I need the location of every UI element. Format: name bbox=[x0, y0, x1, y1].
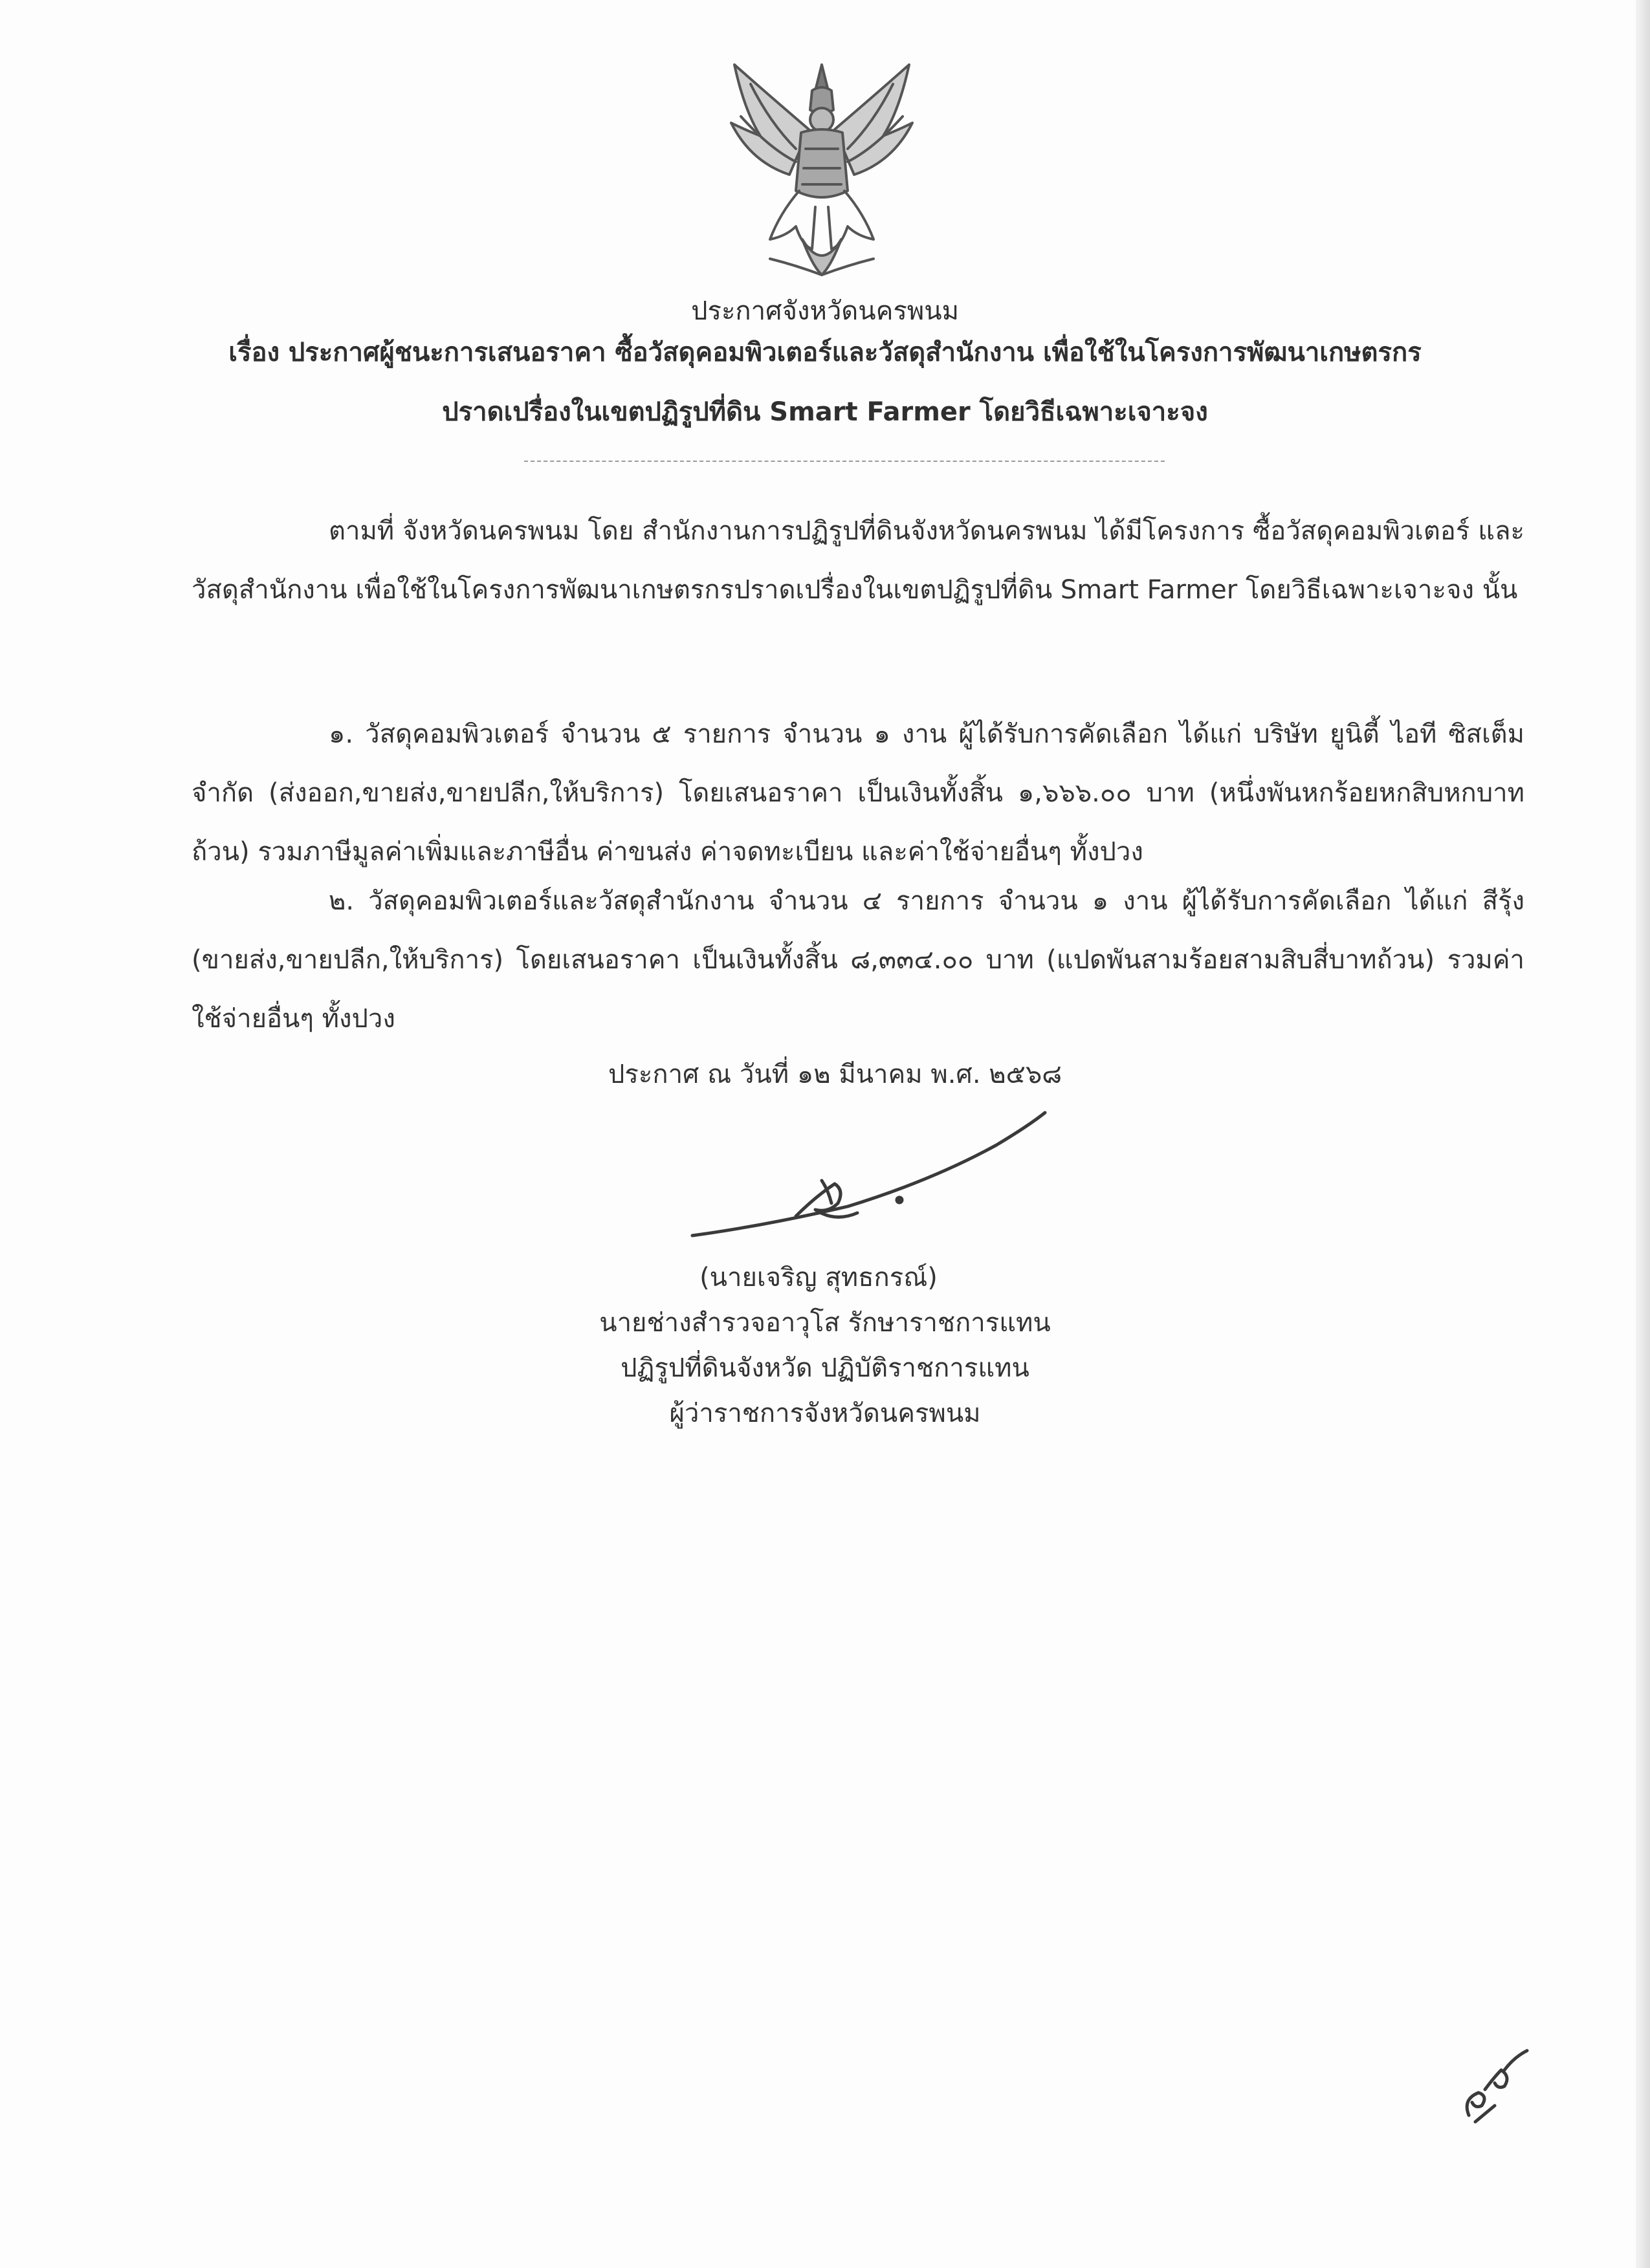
body-item-2-paragraph bbox=[192, 872, 1524, 1049]
handwritten-initials-icon bbox=[1449, 2044, 1540, 2128]
signatory-name: (นายเจริญ สุทธกรณ์) bbox=[699, 1263, 938, 1292]
body-intro-text: ตามที่ จังหวัดนครพนม โดย สำนักงานการปฏิรูปที่ดินจังหวัดนครพนม ได้มีโครงการ ซื้อวัสดุคอมพิวเตอร์ และวัสดุสำนักงาน เพื่อใช้ในโครงการพัฒนาเกษตรกรปราดเปรื่องในเขตปฏิรูปที่ดิน Smart Farmer โดยวิธีเฉพาะเจาะจง นั้น bbox=[192, 516, 1525, 605]
signatory-position-1: นายช่างสำรวจอาวุโส รักษาราชการแทน bbox=[599, 1308, 1051, 1338]
handwritten-signature-icon bbox=[686, 1100, 1048, 1255]
announcement-subject-line-1: เรื่อง ประกาศผู้ชนะการเสนอราคา ซื้อวัสดุคอมพิวเตอร์และวัสดุสำนักงาน เพื่อใช้ในโครงการพัฒนาเกษตรกร bbox=[228, 338, 1422, 367]
announcement-date: ประกาศ ณ วันที่ ๑๒ มีนาคม พ.ศ. ๒๕๖๘ bbox=[608, 1060, 1062, 1089]
garuda-emblem-icon bbox=[725, 52, 919, 285]
dashed-divider bbox=[524, 461, 1165, 462]
announcement-subject-line-2: ปราดเปรื่องในเขตปฏิรูปที่ดิน Smart Farmer โดยวิธีเฉพาะเจาะจง bbox=[442, 397, 1208, 427]
body-item-2-text: ๒. วัสดุคอมพิวเตอร์และวัสดุสำนักงาน จำนวน ๔ รายการ จำนวน ๑ งาน ผู้ได้รับการคัดเลือก ได้แก่ สีรุ้ง (ขายส่ง,ขายปลีก,ให้บริการ) โดยเสนอราคา เป็นเงินทั้งสิ้น ๘,๓๓๔.๐๐ บาท (แปดพันสามร้อยสามสิบสี่บาทถ้วน) รวมค่าใช้จ่ายอื่นๆ ทั้งปวง bbox=[192, 886, 1524, 1034]
signatory-position-2: ปฏิรูปที่ดินจังหวัด ปฏิบัติราชการแทน bbox=[621, 1353, 1029, 1383]
signatory-position-3: ผู้ว่าราชการจังหวัดนครพนม bbox=[669, 1399, 981, 1428]
body-item-1-text: ๑. วัสดุคอมพิวเตอร์ จำนวน ๕ รายการ จำนวน ๑ งาน ผู้ได้รับการคัดเลือก ได้แก่ บริษัท ยูนิตี้ ไอที ซิสเต็ม จำกัด (ส่งออก,ขายส่ง,ขายปลีก,ให้บริการ) โดยเสนอราคา เป็นเงินทั้งสิ้น ๑,๖๖๖.๐๐ บาท (หนึ่งพันหกร้อยหกสิบหกบาทถ้วน) รวมภาษีมูลค่าเพิ่มและภาษีอื่น ค่าขนส่ง ค่าจดทะเบียน และค่าใช้จ่ายอื่นๆ ทั้งปวง bbox=[192, 719, 1524, 867]
body-item-1-paragraph bbox=[192, 705, 1524, 882]
body-intro-paragraph bbox=[192, 502, 1524, 620]
announcement-office: ประกาศจังหวัดนครพนม bbox=[691, 296, 959, 326]
signatory-block bbox=[0, 1255, 1650, 1436]
